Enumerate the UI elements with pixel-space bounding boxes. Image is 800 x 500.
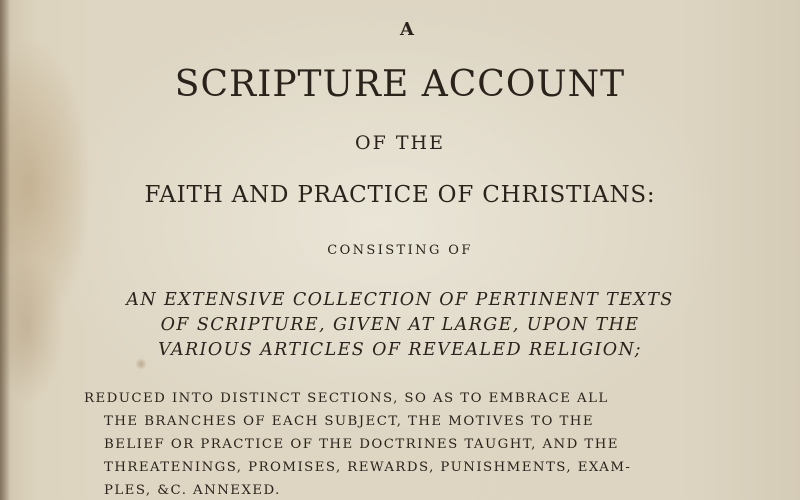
subtitle: FAITH AND PRACTICE OF CHRISTIANS: <box>144 182 656 208</box>
description-line: REDUCED INTO DISTINCT SECTIONS, SO AS TO EMBRACE ALL <box>84 391 609 406</box>
title-connector: OF THE <box>355 132 445 154</box>
italic-description-line: AN EXTENSIVE COLLECTION OF PERTINENT TEXTS <box>126 290 674 310</box>
italic-description-line: OF SCRIPTURE, GIVEN AT LARGE, UPON THE <box>160 315 640 335</box>
main-title: SCRIPTURE ACCOUNT <box>174 64 626 105</box>
consisting-of-label: CONSISTING OF <box>327 243 473 258</box>
title-article: A <box>400 19 416 40</box>
description-line: BELIEF OR PRACTICE OF THE DOCTRINES TAUGHT, AND THE <box>104 437 619 452</box>
italic-description-line: VARIOUS ARTICLES OF REVEALED RELIGION; <box>158 340 642 360</box>
description-line: THREATENINGS, PROMISES, REWARDS, PUNISHMENTS, EXAM- <box>104 460 632 475</box>
description-line: THE BRANCHES OF EACH SUBJECT, THE MOTIVES TO THE <box>104 414 595 429</box>
description-line: PLES, &C. ANNEXED. <box>104 483 281 498</box>
